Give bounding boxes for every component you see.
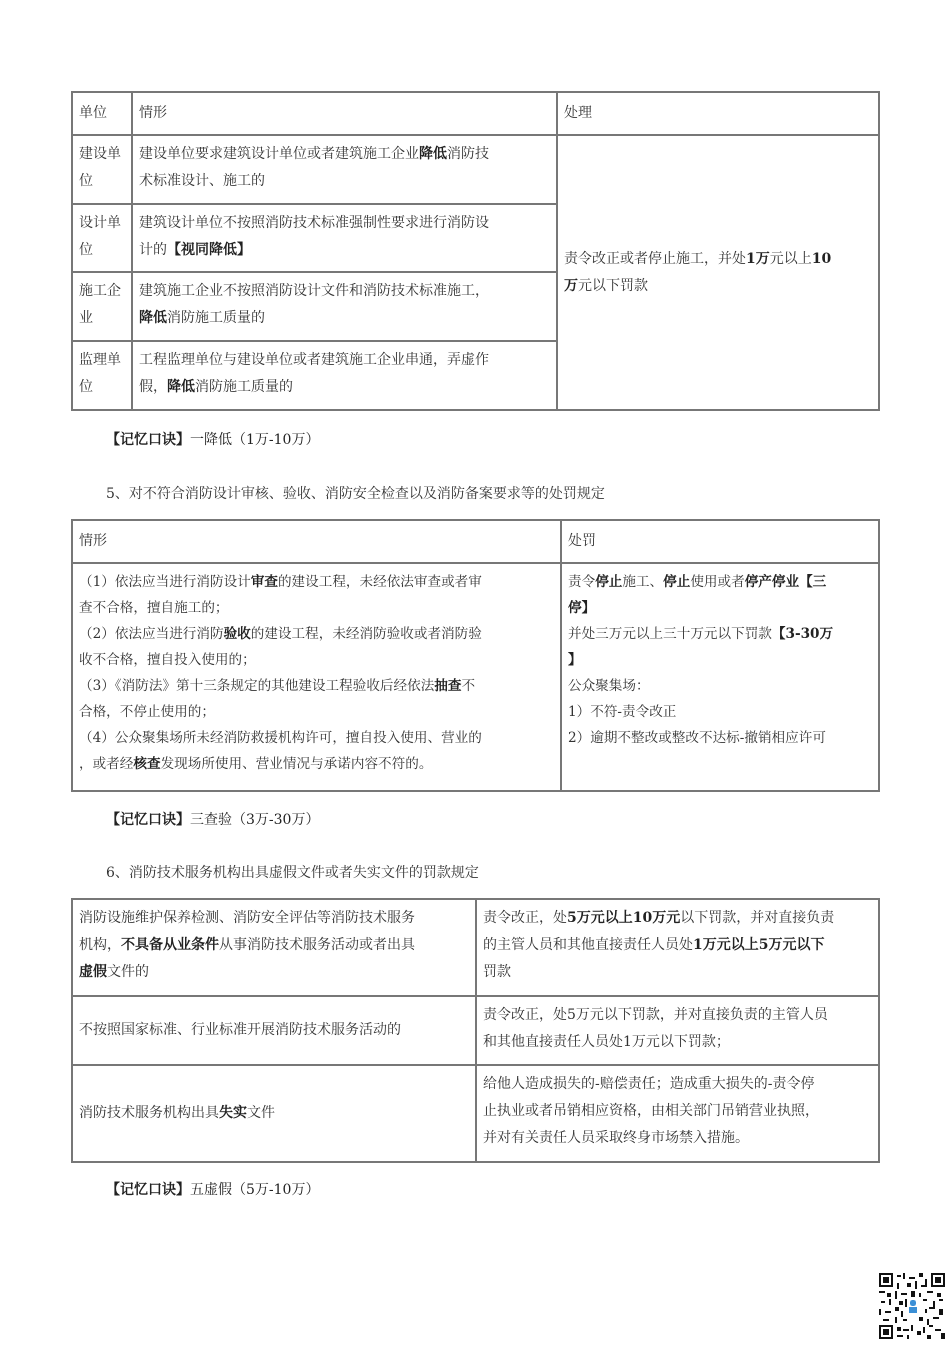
- mnemonic-2: 【记忆口诀】三查验（3万-30万）: [106, 812, 320, 828]
- mnemonic-3: 【记忆口诀】五虚假（5万-10万）: [106, 1182, 320, 1198]
- case-cell: 消防技术服务机构出具失实文件: [72, 1065, 476, 1162]
- table-unit-penalties: [71, 91, 880, 411]
- table-row: [72, 563, 879, 791]
- mnemonic-1: 【记忆口诀】一降低（1万-10万）: [106, 432, 320, 448]
- penalty-cell: 责令停止施工、停止使用或者停产停业【三 停】 并处三万元以上三十万元以下罚款【3-30万 】 公众聚集场： 1）不符-责令改正 2）逾期不整改或整改不达标-撤销相应许可: [561, 563, 879, 791]
- qr-code-icon: [879, 1273, 945, 1339]
- case-cell: 建设单位要求建筑设计单位或者建筑施工企业降低消防技 术标准设计、施工的: [132, 135, 557, 204]
- penalty-cell: 责令改正，处5万元以上10万元以下罚款，并对直接负责 的主管人员和其他直接责任人员处1万元以上5万元以下 罚款: [476, 899, 879, 996]
- table-row: [72, 996, 879, 1065]
- case-cell: 不按照国家标准、行业标准开展消防技术服务活动的: [72, 996, 476, 1065]
- case-cell: 工程监理单位与建设单位或者建筑施工企业串通，弄虚作 假，降低消防施工质量的: [132, 341, 557, 410]
- header-case: 情形: [72, 520, 561, 563]
- header-case: 情形: [132, 92, 557, 135]
- unit-cell: 监理单 位: [72, 341, 132, 410]
- case-cell: 建筑设计单位不按照消防技术标准强制性要求进行消防设 计的【视同降低】: [132, 204, 557, 272]
- table-row: [72, 1065, 879, 1162]
- unit-cell: 建设单 位: [72, 135, 132, 204]
- unit-cell: 施工企 业: [72, 272, 132, 341]
- table-header-row: [72, 92, 879, 135]
- unit-cell: 设计单 位: [72, 204, 132, 272]
- section-5-title: 5、对不符合消防设计审核、验收、消防安全检查以及消防备案要求等的处罚规定: [106, 486, 605, 502]
- penalty-cell: 责令改正，处5万元以下罚款，并对直接负责的主管人员 和其他直接责任人员处1万元以下罚款；: [476, 996, 879, 1065]
- header-unit: 单位: [72, 92, 132, 135]
- table-service-agency-penalties: [71, 898, 880, 1163]
- header-handling: 处理: [557, 92, 879, 135]
- case-cell: 建筑施工企业不按照消防设计文件和消防技术标准施工， 降低消防施工质量的: [132, 272, 557, 341]
- section-6-title: 6、消防技术服务机构出具虚假文件或者失实文件的罚款规定: [106, 865, 479, 881]
- table-row: [72, 899, 879, 996]
- penalty-cell: 责令改正或者停止施工，并处1万元以上10 万元以下罚款: [557, 135, 879, 410]
- penalty-cell: 给他人造成损失的-赔偿责任；造成重大损失的-责令停 止执业或者吊销相应资格，由相关部门吊销营业执照， 并对有关责任人员采取终身市场禁入措施。: [476, 1065, 879, 1162]
- table-header-row: [72, 520, 879, 563]
- header-penalty: 处罚: [561, 520, 879, 563]
- case-cell: 消防设施维护保养检测、消防安全评估等消防技术服务 机构，不具备从业条件从事消防技术服务活动或者出具 虚假文件的: [72, 899, 476, 996]
- case-cell: （1）依法应当进行消防设计审查的建设工程，未经依法审查或者审 查不合格，擅自施工的； （2）依法应当进行消防验收的建设工程，未经消防验收或者消防验 收不合格，擅自投入使用的； （3）《消防法》第十三条规定的其他建设工程验收后经依法抽查不 合格，不停止使用的； （4）公众聚集场所未经消防救援机构许可，擅自投入使用、营业的 ，或者经核查发现场所使用、营业情况与承诺内容不符的。: [72, 563, 561, 791]
- table-inspection-penalties: [71, 519, 880, 792]
- table-row: [72, 135, 879, 204]
